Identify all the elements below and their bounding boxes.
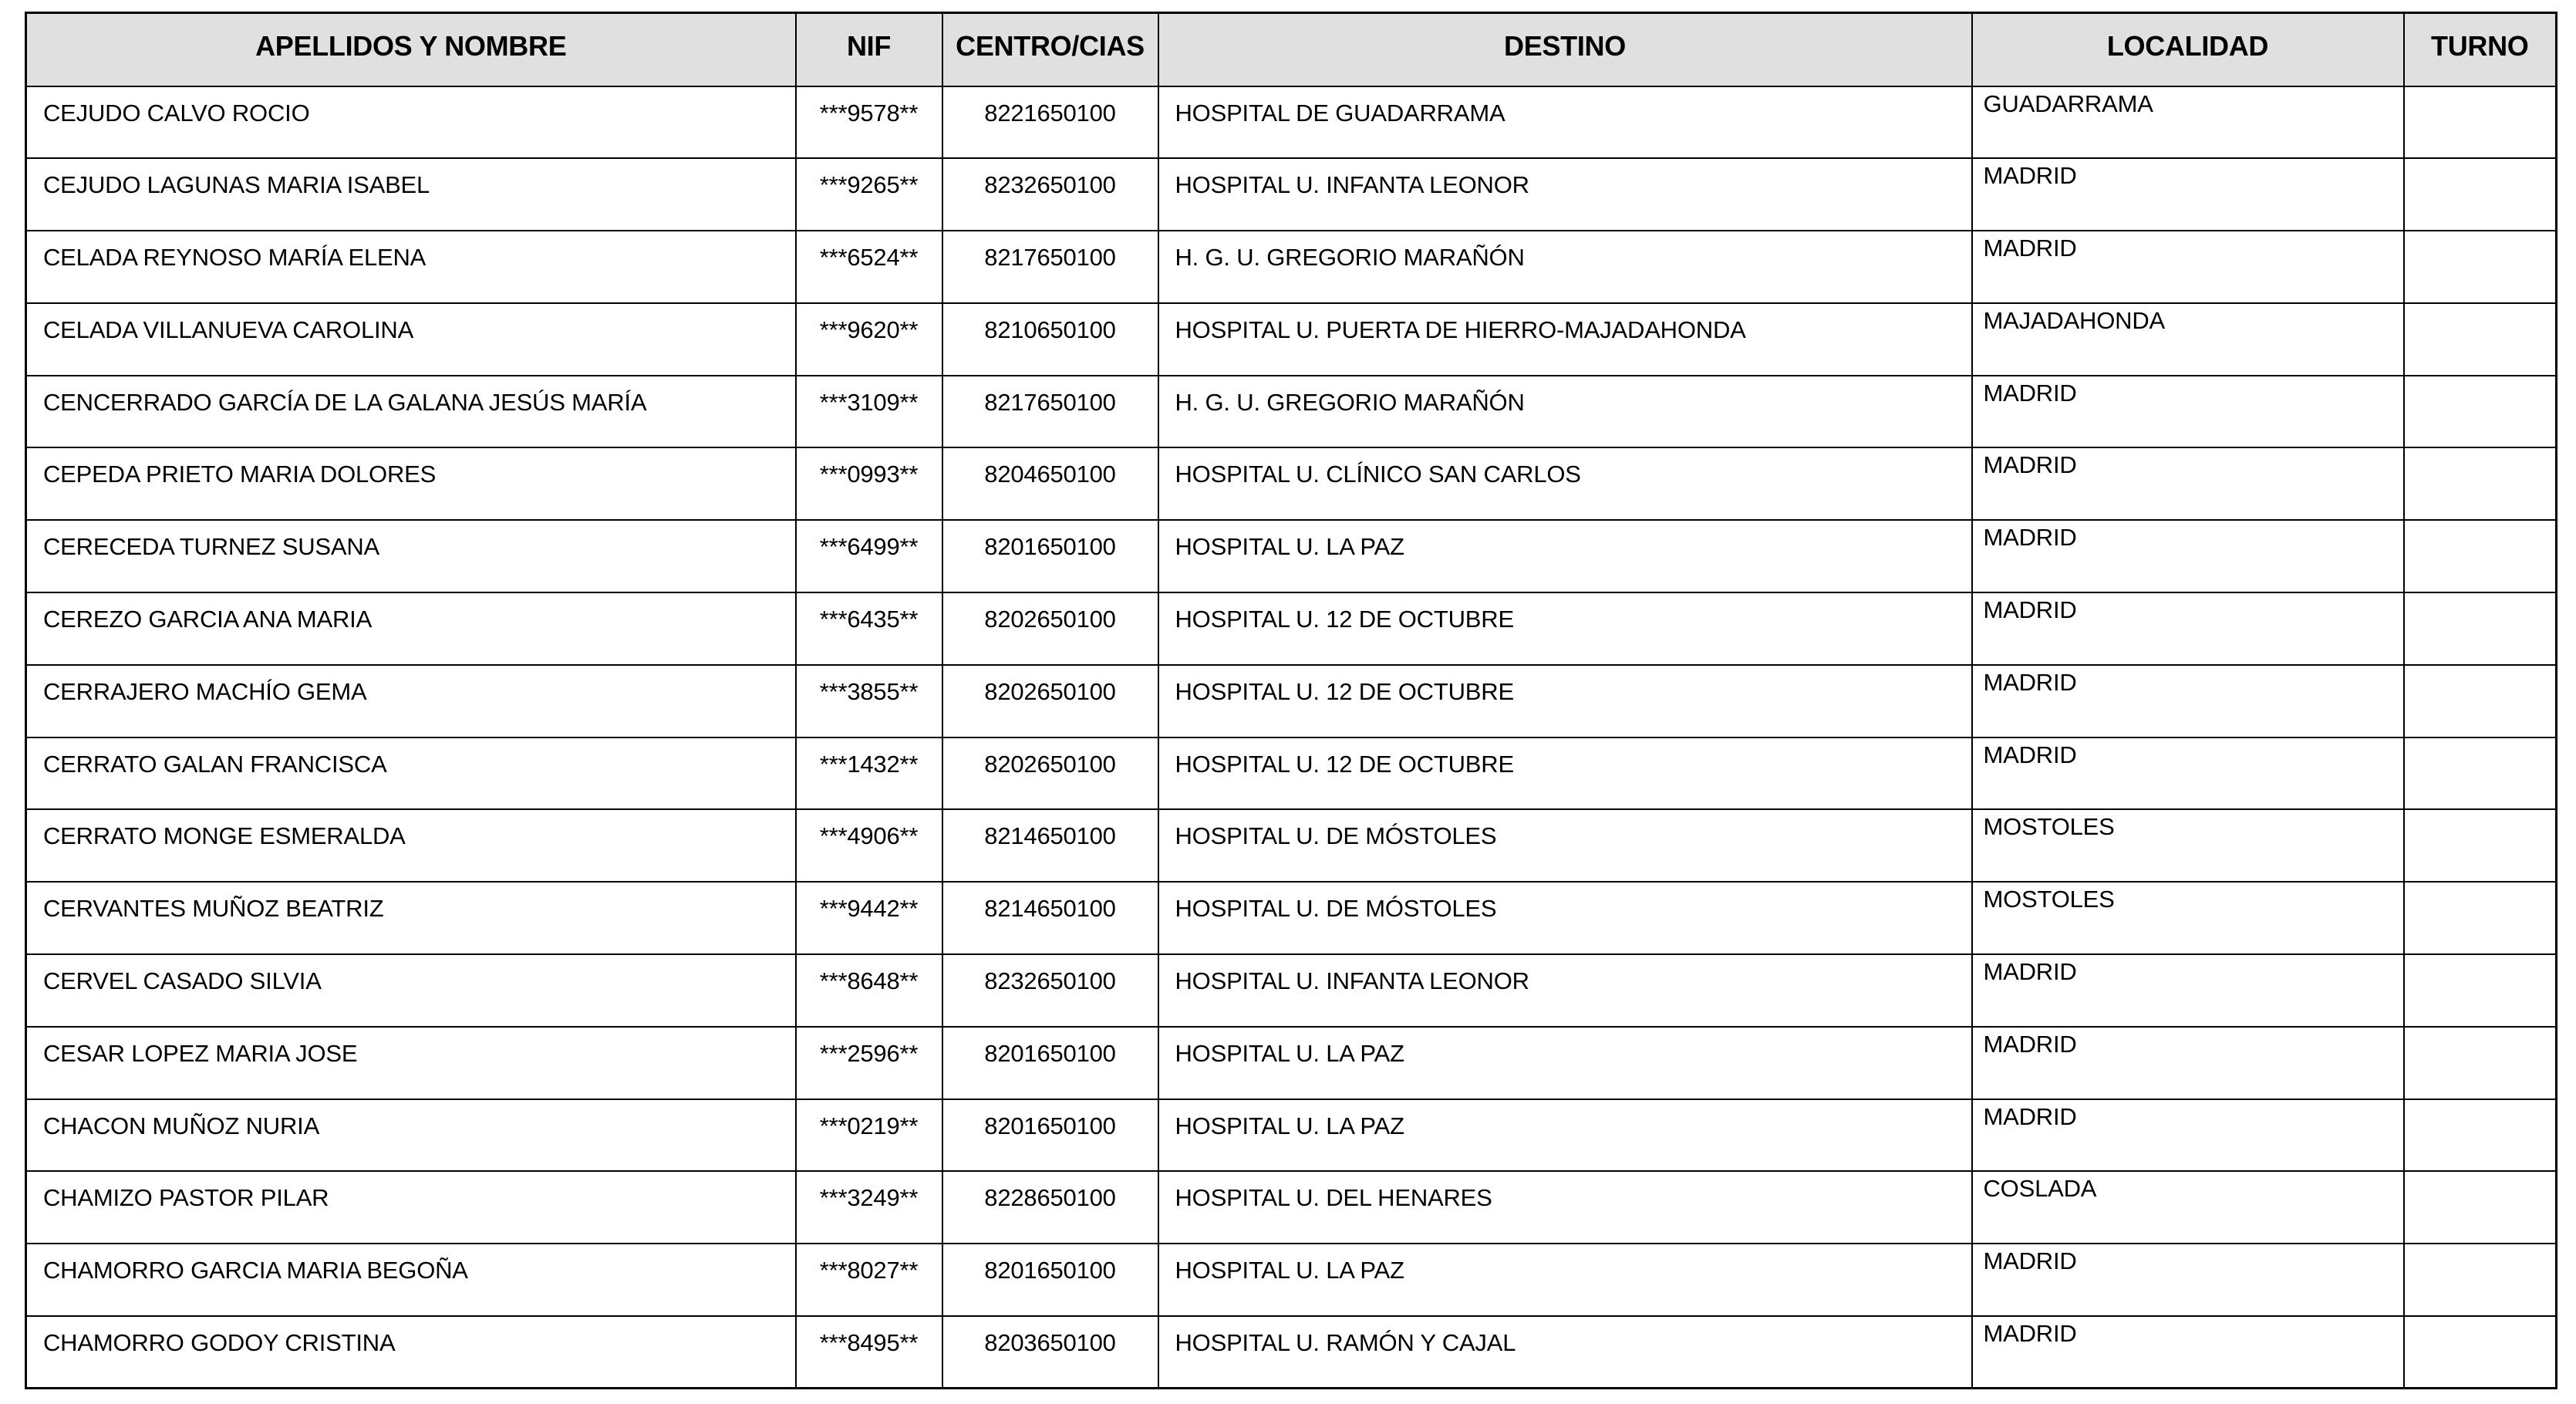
column-header-apellidos-y-nombre: APELLIDOS Y NOMBRE xyxy=(26,13,796,86)
cell-localidad: MOSTOLES xyxy=(1972,882,2404,954)
cell-centro-cias: 8202650100 xyxy=(942,592,1158,665)
cell-localidad: MADRID xyxy=(1972,376,2404,448)
cell-centro-cias: 8221650100 xyxy=(942,86,1158,159)
cell-centro-cias: 8214650100 xyxy=(942,809,1158,882)
cell-localidad: MADRID xyxy=(1972,1316,2404,1389)
cell-destino: HOSPITAL U. DEL HENARES xyxy=(1158,1171,1972,1244)
table-row xyxy=(26,231,2557,303)
cell-apellidos-y-nombre: CERVANTES MUÑOZ BEATRIZ xyxy=(26,882,796,954)
cell-nif: ***6524** xyxy=(796,231,942,303)
cell-apellidos-y-nombre: CESAR LOPEZ MARIA JOSE xyxy=(26,1027,796,1099)
cell-centro-cias: 8201650100 xyxy=(942,1099,1158,1172)
cell-localidad: MADRID xyxy=(1972,447,2404,520)
cell-destino: HOSPITAL DE GUADARRAMA xyxy=(1158,86,1972,159)
cell-centro-cias: 8202650100 xyxy=(942,737,1158,810)
table-row xyxy=(26,158,2557,231)
cell-localidad: MADRID xyxy=(1972,592,2404,665)
table-body xyxy=(26,86,2557,1389)
cell-turno xyxy=(2404,737,2557,810)
column-header-destino: DESTINO xyxy=(1158,13,1972,86)
cell-centro-cias: 8201650100 xyxy=(942,520,1158,592)
cell-localidad: MADRID xyxy=(1972,520,2404,592)
cell-turno xyxy=(2404,592,2557,665)
table-row xyxy=(26,1244,2557,1316)
cell-centro-cias: 8201650100 xyxy=(942,1244,1158,1316)
table-row xyxy=(26,809,2557,882)
cell-nif: ***8027** xyxy=(796,1244,942,1316)
cell-centro-cias: 8228650100 xyxy=(942,1171,1158,1244)
table-row xyxy=(26,592,2557,665)
cell-localidad: MADRID xyxy=(1972,665,2404,737)
cell-destino: HOSPITAL U. 12 DE OCTUBRE xyxy=(1158,665,1972,737)
cell-nif: ***0993** xyxy=(796,447,942,520)
cell-turno xyxy=(2404,1171,2557,1244)
cell-apellidos-y-nombre: CEREZO GARCIA ANA MARIA xyxy=(26,592,796,665)
cell-apellidos-y-nombre: CELADA REYNOSO MARÍA ELENA xyxy=(26,231,796,303)
cell-destino: HOSPITAL U. 12 DE OCTUBRE xyxy=(1158,592,1972,665)
table-row xyxy=(26,447,2557,520)
cell-nif: ***8648** xyxy=(796,954,942,1027)
cell-nif: ***3249** xyxy=(796,1171,942,1244)
cell-apellidos-y-nombre: CERRAJERO MACHÍO GEMA xyxy=(26,665,796,737)
column-header-localidad: LOCALIDAD xyxy=(1972,13,2404,86)
cell-apellidos-y-nombre: CELADA VILLANUEVA CAROLINA xyxy=(26,303,796,376)
column-header-centro-cias: CENTRO/CIAS xyxy=(942,13,1158,86)
cell-centro-cias: 8201650100 xyxy=(942,1027,1158,1099)
cell-localidad: COSLADA xyxy=(1972,1171,2404,1244)
assignments-table xyxy=(25,12,2557,1389)
cell-nif: ***9578** xyxy=(796,86,942,159)
table-row xyxy=(26,86,2557,159)
cell-turno xyxy=(2404,665,2557,737)
cell-destino: HOSPITAL U. RAMÓN Y CAJAL xyxy=(1158,1316,1972,1389)
cell-centro-cias: 8210650100 xyxy=(942,303,1158,376)
cell-nif: ***3855** xyxy=(796,665,942,737)
cell-nif: ***3109** xyxy=(796,376,942,448)
cell-turno xyxy=(2404,86,2557,159)
cell-turno xyxy=(2404,303,2557,376)
cell-localidad: MADRID xyxy=(1972,158,2404,231)
cell-localidad: MADRID xyxy=(1972,954,2404,1027)
cell-nif: ***9620** xyxy=(796,303,942,376)
cell-centro-cias: 8217650100 xyxy=(942,376,1158,448)
cell-apellidos-y-nombre: CENCERRADO GARCÍA DE LA GALANA JESÚS MARÍA xyxy=(26,376,796,448)
cell-apellidos-y-nombre: CHAMORRO GARCIA MARIA BEGOÑA xyxy=(26,1244,796,1316)
cell-destino: H. G. U. GREGORIO MARAÑÓN xyxy=(1158,376,1972,448)
cell-apellidos-y-nombre: CERECEDA TURNEZ SUSANA xyxy=(26,520,796,592)
cell-centro-cias: 8214650100 xyxy=(942,882,1158,954)
cell-destino: HOSPITAL U. PUERTA DE HIERRO-MAJADAHONDA xyxy=(1158,303,1972,376)
cell-turno xyxy=(2404,520,2557,592)
table-row xyxy=(26,1099,2557,1172)
table-row xyxy=(26,665,2557,737)
cell-turno xyxy=(2404,1244,2557,1316)
column-header-nif: NIF xyxy=(796,13,942,86)
cell-localidad: GUADARRAMA xyxy=(1972,86,2404,159)
cell-apellidos-y-nombre: CHAMORRO GODOY CRISTINA xyxy=(26,1316,796,1389)
cell-turno xyxy=(2404,231,2557,303)
cell-apellidos-y-nombre: CERVEL CASADO SILVIA xyxy=(26,954,796,1027)
cell-localidad: MADRID xyxy=(1972,1099,2404,1172)
cell-nif: ***6435** xyxy=(796,592,942,665)
cell-nif: ***9442** xyxy=(796,882,942,954)
cell-apellidos-y-nombre: CERRATO GALAN FRANCISCA xyxy=(26,737,796,810)
cell-centro-cias: 8217650100 xyxy=(942,231,1158,303)
cell-localidad: MADRID xyxy=(1972,737,2404,810)
cell-centro-cias: 8232650100 xyxy=(942,954,1158,1027)
table-row xyxy=(26,1027,2557,1099)
cell-centro-cias: 8204650100 xyxy=(942,447,1158,520)
cell-apellidos-y-nombre: CHACON MUÑOZ NURIA xyxy=(26,1099,796,1172)
table-row xyxy=(26,737,2557,810)
cell-destino: HOSPITAL U. INFANTA LEONOR xyxy=(1158,954,1972,1027)
cell-destino: HOSPITAL U. LA PAZ xyxy=(1158,1027,1972,1099)
cell-turno xyxy=(2404,447,2557,520)
cell-turno xyxy=(2404,882,2557,954)
cell-turno xyxy=(2404,1027,2557,1099)
cell-turno xyxy=(2404,376,2557,448)
cell-nif: ***2596** xyxy=(796,1027,942,1099)
cell-localidad: MOSTOLES xyxy=(1972,809,2404,882)
cell-destino: HOSPITAL U. INFANTA LEONOR xyxy=(1158,158,1972,231)
table-row xyxy=(26,1316,2557,1389)
cell-destino: HOSPITAL U. CLÍNICO SAN CARLOS xyxy=(1158,447,1972,520)
cell-apellidos-y-nombre: CERRATO MONGE ESMERALDA xyxy=(26,809,796,882)
cell-turno xyxy=(2404,809,2557,882)
cell-destino: H. G. U. GREGORIO MARAÑÓN xyxy=(1158,231,1972,303)
cell-turno xyxy=(2404,954,2557,1027)
header-row xyxy=(26,13,2557,86)
cell-destino: HOSPITAL U. DE MÓSTOLES xyxy=(1158,809,1972,882)
table-row xyxy=(26,303,2557,376)
cell-turno xyxy=(2404,158,2557,231)
cell-localidad: MADRID xyxy=(1972,1027,2404,1099)
cell-destino: HOSPITAL U. LA PAZ xyxy=(1158,1244,1972,1316)
cell-nif: ***4906** xyxy=(796,809,942,882)
column-header-turno: TURNO xyxy=(2404,13,2557,86)
table-row xyxy=(26,882,2557,954)
table-row xyxy=(26,954,2557,1027)
cell-centro-cias: 8203650100 xyxy=(942,1316,1158,1389)
cell-nif: ***8495** xyxy=(796,1316,942,1389)
cell-destino: HOSPITAL U. LA PAZ xyxy=(1158,1099,1972,1172)
table-row xyxy=(26,1171,2557,1244)
cell-nif: ***9265** xyxy=(796,158,942,231)
cell-destino: HOSPITAL U. LA PAZ xyxy=(1158,520,1972,592)
cell-turno xyxy=(2404,1099,2557,1172)
cell-destino: HOSPITAL U. 12 DE OCTUBRE xyxy=(1158,737,1972,810)
cell-nif: ***6499** xyxy=(796,520,942,592)
cell-apellidos-y-nombre: CEJUDO LAGUNAS MARIA ISABEL xyxy=(26,158,796,231)
table-row xyxy=(26,520,2557,592)
cell-localidad: MADRID xyxy=(1972,231,2404,303)
table-row xyxy=(26,376,2557,448)
cell-apellidos-y-nombre: CEJUDO CALVO ROCIO xyxy=(26,86,796,159)
cell-apellidos-y-nombre: CHAMIZO PASTOR PILAR xyxy=(26,1171,796,1244)
cell-centro-cias: 8232650100 xyxy=(942,158,1158,231)
cell-centro-cias: 8202650100 xyxy=(942,665,1158,737)
cell-nif: ***1432** xyxy=(796,737,942,810)
cell-destino: HOSPITAL U. DE MÓSTOLES xyxy=(1158,882,1972,954)
cell-turno xyxy=(2404,1316,2557,1389)
cell-nif: ***0219** xyxy=(796,1099,942,1172)
cell-localidad: MADRID xyxy=(1972,1244,2404,1316)
cell-localidad: MAJADAHONDA xyxy=(1972,303,2404,376)
cell-apellidos-y-nombre: CEPEDA PRIETO MARIA DOLORES xyxy=(26,447,796,520)
